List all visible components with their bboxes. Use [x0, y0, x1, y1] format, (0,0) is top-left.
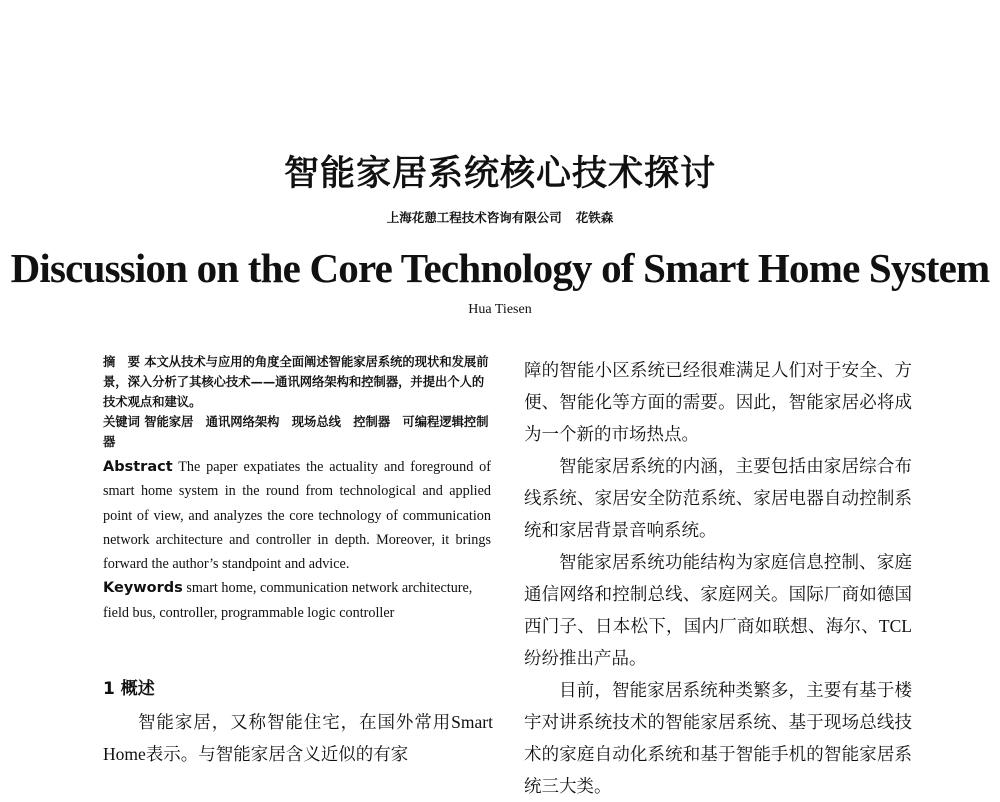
keywords-cn-label: 关键词: [103, 415, 140, 429]
section-heading: 1 概述: [103, 679, 155, 699]
abstract-en-label: Abstract: [103, 459, 173, 475]
paragraph: 智能家居系统功能结构为家庭信息控制、家庭通信网络和控制总线、家庭网关。国际厂商如德国西门子、日本松下，国内厂商如联想、海尔、TCL纷纷推出产品。: [524, 552, 912, 668]
right-column: [524, 354, 912, 802]
keywords-cn-text: 智能家居 通讯网络架构 现场总线 控制器 可编程逻辑控制器: [103, 415, 489, 449]
paragraph: 智能家居系统的内涵，主要包括由家居综合布线系统、家居安全防范系统、家居电器自动控制系统和家居背景音响系统。: [524, 456, 912, 540]
abstract-cn-text: 本文从技术与应用的角度全面阐述智能家居系统的现状和发展前景，深入分析了其核心技术——通讯网络架构和控制器，并提出个人的技术观点和建议。: [103, 355, 489, 409]
paper-title-cn: 智能家居系统核心技术探讨: [283, 154, 716, 194]
abstract-en-text: The paper expatiates the actuality and foreground of smart home system in the round from technological and applied point of view, and analyzes the core technology of communication network architecture and controller in depth. Moreover, it brings forward the author’s standpoint and advice.: [103, 459, 491, 573]
author-cn: 花铁森: [575, 210, 614, 225]
paper-title-en: Discussion on the Core Technology of Smart Home System: [10, 245, 990, 291]
keywords-cn: [103, 412, 491, 452]
abstract-cn: [103, 352, 491, 412]
keywords-en-text: smart home, communication network architecture, field bus, controller, programmable logic controller: [103, 580, 473, 621]
affiliation: 上海花憩工程技术咨询有限公司: [386, 210, 562, 225]
section-body-left: [103, 706, 493, 770]
paragraph: 障的智能小区系统已经很难满足人们对于安全、方便、智能化等方面的需要。因此，智能家居必将成为一个新的市场热点。: [524, 360, 912, 444]
keywords-en-label: Keywords: [103, 580, 183, 597]
abstract-cn-label: 摘 要: [103, 355, 140, 369]
affiliation-line: [0, 208, 1000, 226]
author-en: Hua Tiesen: [468, 302, 532, 317]
left-column: [103, 352, 491, 625]
paragraph: 智能家居，又称智能住宅，在国外常用Smart Home表示。与智能家居含义近似的有家: [103, 712, 493, 764]
abstract-en: [103, 455, 491, 576]
keywords-en: [103, 576, 491, 625]
paragraph: 目前，智能家居系统种类繁多，主要有基于楼宇对讲系统技术的智能家居系统、基于现场总线技术的家庭自动化系统和基于智能手机的智能家居系统三大类。: [524, 680, 912, 796]
